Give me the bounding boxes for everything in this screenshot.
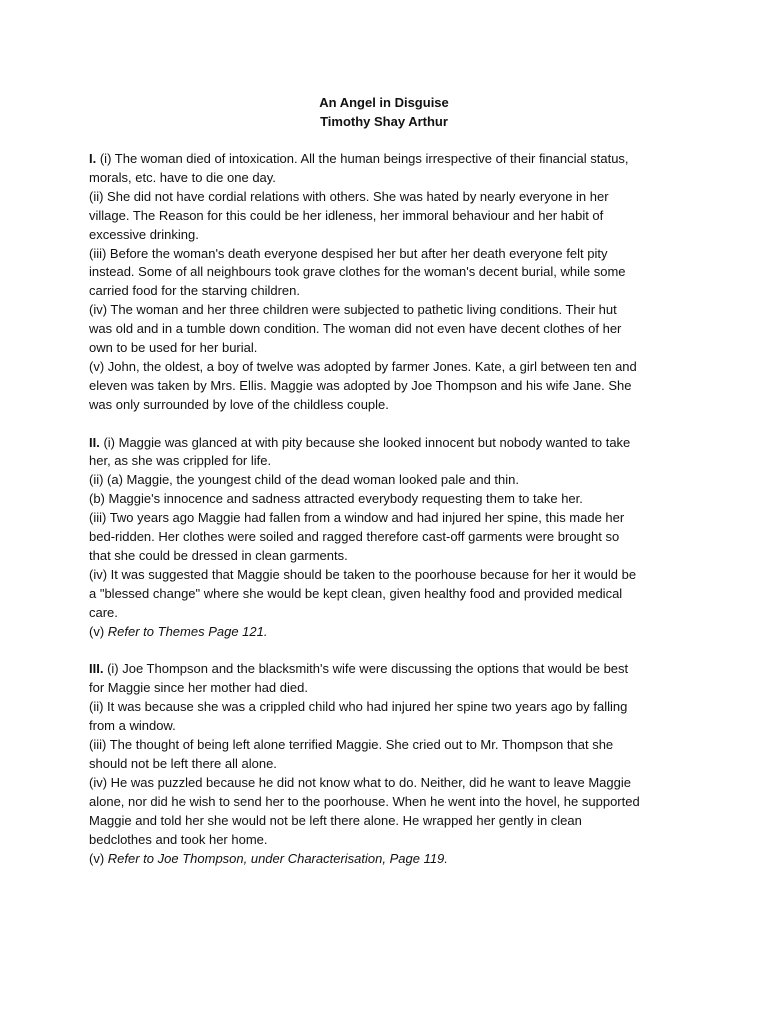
- section-number: III.: [89, 661, 104, 677]
- text-line: [89, 717, 689, 736]
- text-line: [89, 660, 689, 679]
- line-text: (ii) It was because she was a crippled child who had injured her spine two years ago by falling: [89, 699, 628, 715]
- text-line: [89, 490, 689, 509]
- line-text: (iv) It was suggested that Maggie should be taken to the poorhouse because for her it would be: [89, 566, 637, 582]
- line-text: (ii) (a) Maggie, the youngest child of the dead woman looked pale and thin.: [89, 472, 519, 488]
- text-line: [89, 245, 689, 264]
- line-text: own to be used for her burial.: [89, 340, 258, 356]
- line-text: bedclothes and took her home.: [89, 831, 268, 847]
- line-text: Maggie and told her she would not be left there alone. He wrapped her gently in clean: [89, 812, 582, 828]
- text-line: [89, 434, 689, 453]
- text-line: [89, 207, 689, 226]
- line-text: from a window.: [89, 718, 176, 734]
- line-text: alone, nor did he wish to send her to the poorhouse. When he went into the hovel, he supported: [89, 793, 640, 809]
- item-marker: (v): [89, 850, 108, 866]
- text-line: [89, 812, 689, 831]
- line-text: care.: [89, 604, 118, 620]
- document-header: [0, 93, 768, 131]
- line-text: (iii) Before the woman's death everyone despised her but after her death everyone felt pity: [89, 245, 608, 261]
- text-line: [89, 282, 689, 301]
- text-line: [89, 755, 689, 774]
- line-text: (i) Joe Thompson and the blacksmith's wife were discussing the options that would be best: [103, 661, 629, 677]
- line-text: carried food for the starving children.: [89, 283, 300, 299]
- text-line: [89, 339, 689, 358]
- text-line: [89, 736, 689, 755]
- answer-section: [89, 434, 689, 642]
- line-text: (iii) The thought of being left alone terrified Maggie. She cried out to Mr. Thompson that she: [89, 737, 614, 753]
- answer-section: [89, 150, 689, 415]
- line-text: (iv) He was puzzled because he did not know what to do. Neither, did he want to leave Maggie: [89, 774, 631, 790]
- text-line: [89, 850, 689, 869]
- line-text: instead. Some of all neighbours took grave clothes for the woman's decent burial, while some: [89, 264, 626, 280]
- line-text: should not be left there all alone.: [89, 755, 277, 771]
- line-text: excessive drinking.: [89, 226, 199, 242]
- text-line: [89, 831, 689, 850]
- answer-section: [89, 660, 689, 868]
- line-text: was old and in a tumble down condition. The woman did not even have decent clothes of her: [89, 321, 622, 337]
- line-text: her, as she was crippled for life.: [89, 453, 272, 469]
- text-line: [89, 528, 689, 547]
- text-line: [89, 679, 689, 698]
- text-line: [89, 150, 689, 169]
- text-line: [89, 301, 689, 320]
- text-line: [89, 320, 689, 339]
- text-line: [89, 509, 689, 528]
- line-text: that she could be dressed in clean garments.: [89, 548, 348, 564]
- line-text: (ii) She did not have cordial relations with others. She was hated by nearly everyone in her: [89, 188, 609, 204]
- line-text: (i) Maggie was glanced at with pity because she looked innocent but nobody wanted to take: [99, 434, 631, 450]
- text-line: [89, 188, 689, 207]
- document-title: An Angel in Disguise: [319, 95, 449, 110]
- line-text: village. The Reason for this could be her idleness, her immoral behaviour and her habit of: [89, 207, 604, 223]
- text-line: [89, 263, 689, 282]
- line-text: for Maggie since her mother had died.: [89, 680, 308, 696]
- text-line: [89, 358, 689, 377]
- text-line: [89, 623, 689, 642]
- text-line: [89, 698, 689, 717]
- answers-body: [89, 150, 689, 887]
- text-line: [89, 566, 689, 585]
- text-line: [89, 226, 689, 245]
- document-author: Timothy Shay Arthur: [320, 114, 448, 129]
- text-line: [89, 774, 689, 793]
- text-line: [89, 377, 689, 396]
- line-text: (iii) Two years ago Maggie had fallen from a window and had injured her spine, this made her: [89, 510, 625, 526]
- line-text: bed-ridden. Her clothes were soiled and ragged therefore cast-off garments were brought so: [89, 529, 620, 545]
- text-line: [89, 169, 689, 188]
- text-line: [89, 793, 689, 812]
- section-number: II.: [89, 434, 100, 450]
- text-line: [89, 547, 689, 566]
- reference-text: Refer to Joe Thompson, under Characterisation, Page 119.: [107, 850, 448, 866]
- line-text: (iv) The woman and her three children were subjected to pathetic living conditions. Their hut: [89, 302, 617, 318]
- text-line: [89, 604, 689, 623]
- text-line: [89, 396, 689, 415]
- line-text: morals, etc. have to die one day.: [89, 169, 276, 185]
- line-text: a "blessed change" where she would be kept clean, given healthy food and provided medical: [89, 585, 623, 601]
- reference-text: Refer to Themes Page 121.: [107, 623, 268, 639]
- line-text: (b) Maggie's innocence and sadness attracted everybody requesting them to take her.: [89, 491, 583, 507]
- section-number: I.: [89, 151, 97, 166]
- text-line: [89, 452, 689, 471]
- line-text: (v) John, the oldest, a boy of twelve was adopted by farmer Jones. Kate, a girl between ten and: [89, 358, 637, 374]
- line-text: (i) The woman died of intoxication. All the human beings irrespective of their financial status,: [96, 151, 629, 166]
- line-text: was only surrounded by love of the childless couple.: [89, 396, 389, 412]
- item-marker: (v): [89, 623, 108, 639]
- line-text: eleven was taken by Mrs. Ellis. Maggie was adopted by Joe Thompson and his wife Jane. She: [89, 377, 632, 393]
- text-line: [89, 471, 689, 490]
- text-line: [89, 585, 689, 604]
